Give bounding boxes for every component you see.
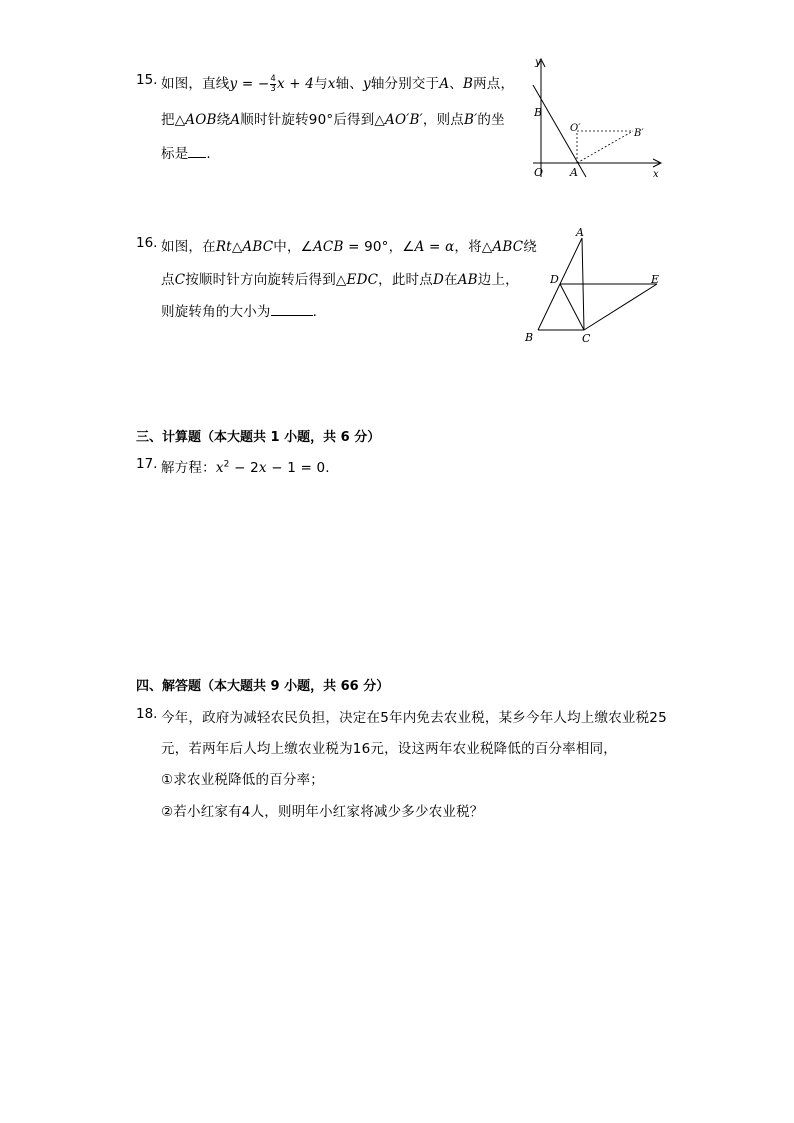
question-15-line-1: 如图，直线y = − $\frac{4}{3}$ x + 4与x轴、y轴分别交于A、B两点， [161, 73, 515, 94]
label-a: A [576, 226, 584, 239]
label-b: B [534, 106, 543, 119]
section-4-heading: 四、解答题（本大题共 9 小题，共 66 分） [136, 679, 390, 694]
label-b: B [525, 331, 534, 344]
question-15-line-3: 标是 . [161, 146, 211, 162]
segment-ec [584, 284, 657, 330]
figure-15-coordinate-diagram [525, 55, 665, 185]
label-o: O [534, 166, 544, 179]
label-b-prime: B′ [634, 128, 644, 139]
segment-a-b-prime [577, 131, 633, 163]
question-16-line-1: 如图，在Rt△ABC中，∠ACB = 90°，∠A = α，将△ABC绕 [161, 239, 537, 255]
label-c: C [582, 332, 591, 345]
question-16-line-2: 点C按顺时针方向旋转后得到△EDC，此时点D在AB边上， [161, 272, 519, 288]
label-d: D [550, 273, 559, 286]
question-16-line-3: 则旋转角的大小为 . [161, 304, 318, 320]
question-number: 15. [136, 72, 158, 88]
question-number: 16. [136, 235, 158, 251]
fraction: $\frac{4}{3}$ [270, 73, 276, 94]
question-15-line-2: 把△AOB绕A顺时针旋转90°后得到△AO′B′，则点B′的坐 [161, 112, 505, 128]
section-3-heading: 三、计算题（本大题共 1 小题，共 6 分） [136, 430, 381, 445]
question-number: 17. [136, 456, 158, 472]
label-o-prime: O′ [570, 123, 581, 134]
question-18-line-2: 元，若两年后人均上缴农业税为16元，设这两年农业税降低的百分率相同， [161, 741, 617, 757]
figure-16-triangle-diagram [520, 225, 670, 350]
segment-dc [560, 284, 584, 330]
question-18-subquestion-2: ②若小红家有4人，则明年小红家将减少多少农业税？ [161, 804, 484, 820]
question-17-line-1: 解方程：$x^2 - 2x - 1 = 0$. [161, 459, 330, 476]
question-18-subquestion-1: ①求农业税降低的百分率； [161, 772, 325, 788]
label-x: x [653, 169, 659, 180]
label-e: E [651, 273, 660, 286]
label-a: A [570, 166, 578, 179]
question-18-line-1: 今年，政府为减轻农民负担，决定在5年内免去农业税，某乡今年人均上缴农业税25 [161, 710, 667, 726]
question-number: 18. [136, 706, 158, 722]
answer-blank [188, 156, 206, 158]
label-y: y [535, 57, 541, 68]
answer-blank [271, 314, 313, 316]
